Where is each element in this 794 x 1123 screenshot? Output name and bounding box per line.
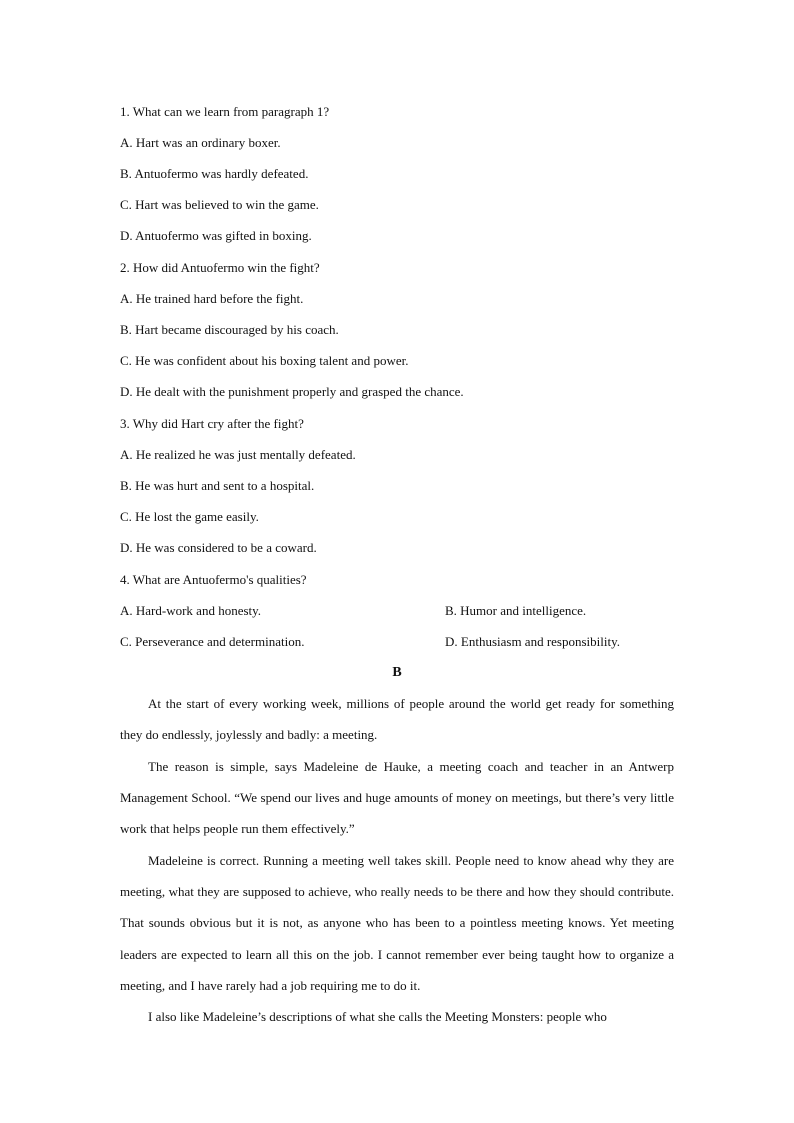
question-3-stem: 3. Why did Hart cry after the fight? <box>120 416 304 431</box>
section-heading: B <box>392 665 402 680</box>
passage-paragraph-3: Madeleine is correct. Running a meeting well takes skill. People need to know ahead why they are meeting, what they are supposed to achieve, who really needs to be there and how they should contribute. That sounds obvious but it is not, as anyone who has been to a pointless meeting knows. Yet meeting leaders are expected to learn all this on the job. I cannot remember ever being taught how to organize a meeting, and I have rarely had a job requiring me to do it. <box>120 853 674 993</box>
question-3-option-b: B. He was hurt and sent to a hospital. <box>120 478 315 493</box>
passage-paragraph-4: I also like Madeleine’s descriptions of what she calls the Meeting Monsters: people who <box>148 1009 607 1024</box>
question-3-option-c: C. He lost the game easily. <box>120 509 259 524</box>
question-1-option-d: D. Antuofermo was gifted in boxing. <box>120 228 312 243</box>
question-4-option-a: A. Hard-work and honesty. <box>120 603 262 618</box>
question-4-stem: 4. What are Antuofermo's qualities? <box>120 572 307 587</box>
question-1-option-a: A. Hart was an ordinary boxer. <box>120 135 281 150</box>
question-1-stem: 1. What can we learn from paragraph 1? <box>120 104 330 119</box>
question-2-option-c: C. He was confident about his boxing talent and power. <box>120 353 409 368</box>
question-2-option-a: A. He trained hard before the fight. <box>120 291 304 306</box>
question-3-option-a: A. He realized he was just mentally defeated. <box>120 447 356 462</box>
question-4-option-b: B. Humor and intelligence. <box>445 603 587 618</box>
question-4-option-d: D. Enthusiasm and responsibility. <box>445 634 621 649</box>
question-4-option-c: C. Perseverance and determination. <box>120 634 305 649</box>
question-1-option-b: B. Antuofermo was hardly defeated. <box>120 166 309 181</box>
passage-paragraph-1: At the start of every working week, millions of people around the world get ready for something they do endlessly, joylessly and badly: a meeting. <box>120 696 674 743</box>
question-2-option-b: B. Hart became discouraged by his coach. <box>120 322 339 337</box>
question-2-stem: 2. How did Antuofermo win the fight? <box>120 260 320 275</box>
question-3-option-d: D. He was considered to be a coward. <box>120 540 317 555</box>
question-1-option-c: C. Hart was believed to win the game. <box>120 197 319 212</box>
question-2-option-d: D. He dealt with the punishment properly and grasped the chance. <box>120 384 464 399</box>
passage-paragraph-2: The reason is simple, says Madeleine de Hauke, a meeting coach and teacher in an Antwerp Management School. “We spend our lives and huge amounts of money on meetings, but there’s very little work that helps people run them effectively.” <box>120 759 674 837</box>
